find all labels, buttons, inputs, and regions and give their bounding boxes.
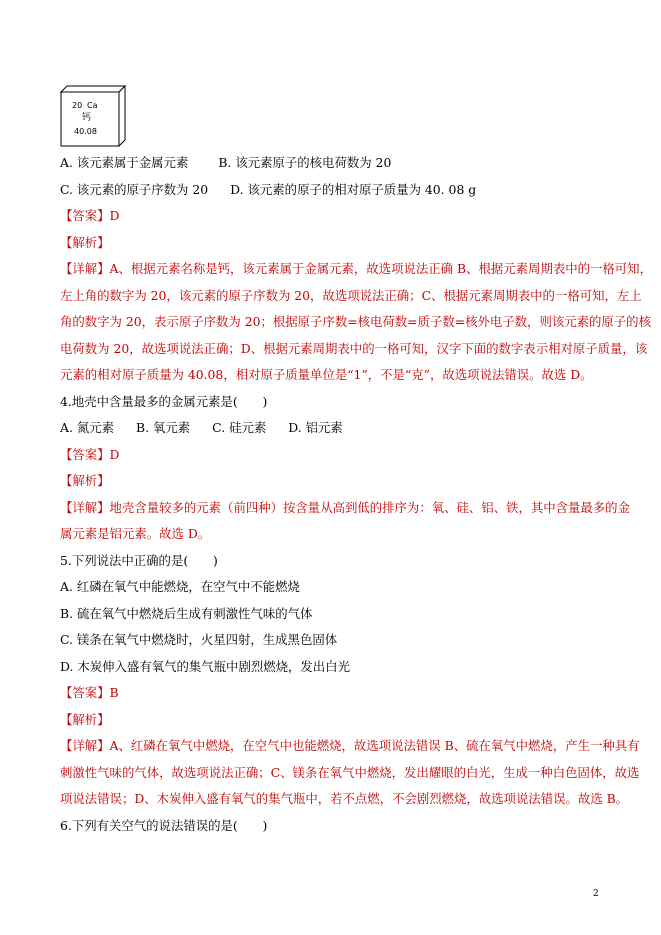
q3-option-c: C. 该元素的原子序数为 20 [60, 182, 209, 197]
q3-detail-line: 电荷数为 20，故选项说法正确；D、根据元素周期表中的一格可知，汉字下面的数字表示相对原子质量，该 [60, 341, 648, 356]
q4-analysis-label: 【解析】 [60, 473, 110, 488]
q4-option: B. 氧元素 [136, 420, 191, 435]
q4-stem: 4.地壳中含量最多的金属元素是( ) [60, 394, 268, 409]
q6-stem: 6.下列有关空气的说法错误的是( ) [60, 818, 268, 833]
q3-options-row-2 [60, 182, 476, 198]
q3-answer: 【答案】D [60, 208, 120, 223]
q4-option: A. 氮元素 [60, 420, 114, 435]
q5-detail-line: 项说法错误；D、木炭伸入盛有氧气的集气瓶中，若不点燃，不会剧烈燃烧，故选项说法错误。故选 B。 [60, 791, 629, 806]
element-name: 钙 [82, 113, 92, 123]
q5-option-b: B. 硫在氧气中燃烧后生成有刺激性气味的气体 [60, 606, 313, 621]
q3-analysis-label: 【解析】 [60, 235, 110, 250]
q5-option-a: A. 红磷在氧气中能燃烧，在空气中不能燃烧 [60, 579, 300, 594]
q5-option-d: D. 木炭伸入盛有氧气的集气瓶中剧烈燃烧，发出白光 [60, 659, 350, 674]
q3-option-a: A. 该元素属于金属元素 [60, 155, 189, 170]
element-cube-outline [60, 85, 126, 147]
q5-detail-line: 刺激性气味的气体，故选项说法正确；C、镁条在氧气中燃烧，发出耀眼的白光，生成一种白色固体，故选 [60, 765, 640, 780]
q4-detail-line: 属元素是铝元素。故选 D。 [60, 526, 211, 541]
q5-detail-line: 【详解】A、红磷在氧气中燃烧，在空气中也能燃烧，故选项说法错误 B、硫在氧气中燃烧，产生一种具有 [60, 738, 640, 753]
q3-detail-line: 左上角的数字为 20，该元素的原子序数为 20，故选项说法正确；C、根据元素周期表中的一格可知，左上 [60, 288, 642, 303]
q4-answer: 【答案】D [60, 447, 120, 462]
q4-option: C. 硅元素 [212, 420, 267, 435]
q3-option-b: B. 该元素原子的核电荷数为 20 [218, 155, 392, 170]
element-mass: 40.08 [74, 127, 97, 136]
q3-options-row-1 [60, 155, 391, 171]
element-cell-figure [60, 85, 126, 147]
element-atomic-number: 20 [72, 101, 83, 110]
q3-detail-line: 元素的相对原子质量为 40.08，相对原子质量单位是“1”，不是“克”，故选项说法错误。故选 D。 [60, 367, 593, 382]
element-symbol: Ca [87, 101, 98, 110]
q3-option-d: D. 该元素的原子的相对原子质量为 40. 08 g [230, 182, 477, 197]
q5-answer: 【答案】B [60, 685, 119, 700]
q4-option: D. 铝元素 [288, 420, 343, 435]
q4-detail-line: 【详解】地壳含量较多的元素（前四种）按含量从高到低的排序为：氧、硅、铝、铁，其中含量最多的金 [60, 500, 630, 515]
q3-detail-line: 【详解】A、根据元素名称是钙，该元素属于金属元素，故选项说法正确 B、根据元素周期表中的一格可知， [60, 261, 652, 276]
q3-detail-line: 角的数字为 20，表示原子序数为 20；根据原子序数=核电荷数=质子数=核外电子数，则该元素的原子的核 [60, 314, 651, 329]
q5-option-c: C. 镁条在氧气中燃烧时，火星四射，生成黑色固体 [60, 632, 338, 647]
q5-stem: 5.下列说法中正确的是( ) [60, 553, 218, 568]
q5-analysis-label: 【解析】 [60, 712, 110, 727]
page-number: 2 [593, 889, 599, 899]
q4-options [60, 420, 343, 436]
